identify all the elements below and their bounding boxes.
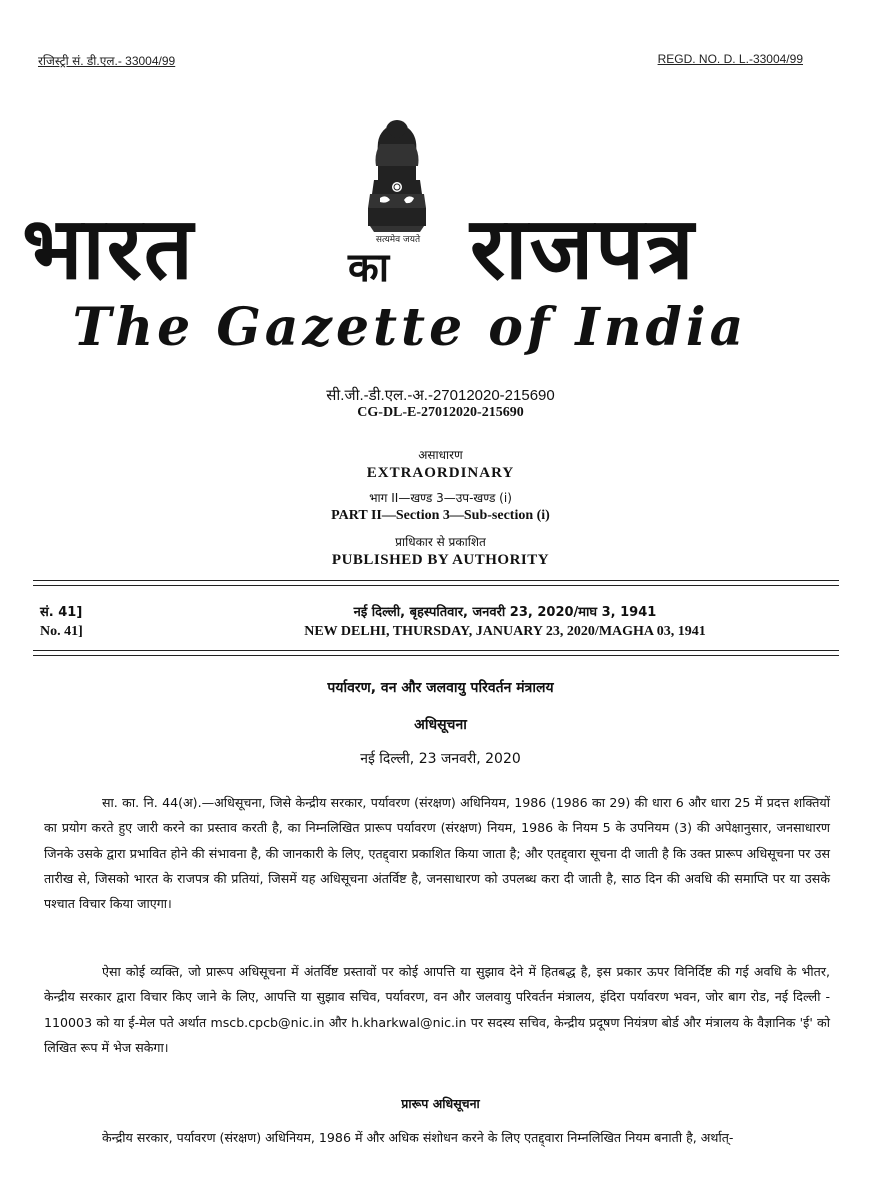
header-divider-top bbox=[33, 580, 839, 581]
header-divider-bottom bbox=[33, 650, 839, 651]
header-divider-top-2 bbox=[33, 585, 839, 586]
issue-date-english: NEW DELHI, THURSDAY, JANUARY 23, 2020/MAGHA 03, 1941 bbox=[304, 624, 706, 639]
cg-code-english: CG-DL-E-27012020-215690 bbox=[357, 405, 524, 420]
cg-code-hindi: सी.जी.-डी.एल.-अ.-27012020-215690 bbox=[326, 387, 555, 404]
masthead-english: The Gazette of India bbox=[72, 297, 748, 358]
draft-notification-heading: प्रारूप अधिसूचना bbox=[401, 1096, 480, 1111]
extraordinary-hindi: असाधारण bbox=[418, 448, 463, 462]
notification-heading: अधिसूचना bbox=[414, 717, 467, 733]
ministry-name: पर्यावरण, वन और जलवायु परिवर्तन मंत्रालय bbox=[327, 680, 554, 696]
national-emblem-icon bbox=[356, 108, 438, 248]
published-by-authority-hindi: प्राधिकार से प्रकाशित bbox=[395, 535, 486, 549]
notification-paragraph-2: ऐसा कोई व्यक्ति, जो प्रारूप अधिसूचना में अंतर्विष्ट प्रस्तावों पर कोई आपत्ति या सुझाव देने में हितबद्ध है, इस प्रकार ऊपर विनिर्दिष्ट की गई अवधि के भीतर, केन्द्रीय सरकार द्वारा विचार किए जाने के लिए, आपत्ति या सुझाव सचिव, पर्यावरण, वन और जलवायु परिवर्तन मंत्रालय, इंदिरा पर्यावरण भवन, जोर बाग रोड, नई दिल्ली - 110003 को या ई-मेल पते अर्थात mscb.cpcb@nic.in और h.kharkwal@nic.in पर सदस्य सचिव, केन्द्रीय प्रदूषण नियंत्रण बोर्ड और मंत्रालय के वैज्ञानिक 'ई' को लिखित रूप में भेज सकेगा। bbox=[44, 964, 830, 1055]
emblem-motto: सत्यमेव जयते bbox=[375, 235, 421, 245]
part-section-hindi: भाग II—खण्ड 3—उप-खण्ड (i) bbox=[369, 491, 512, 505]
registration-number-english: REGD. NO. D. L.-33004/99 bbox=[657, 52, 803, 66]
masthead-hindi-ka: का bbox=[348, 245, 390, 291]
issue-number-english: No. 41] bbox=[40, 624, 83, 639]
registration-number-hindi: रजिस्ट्री सं. डी.एल.- 33004/99 bbox=[38, 54, 176, 68]
draft-paragraph: केन्द्रीय सरकार, पर्यावरण (संरक्षण) अधिनियम, 1986 में और अधिक संशोधन करने के लिए एतद्द्वारा निम्नलिखित नियम बनाती है, अर्थात्- bbox=[102, 1130, 734, 1145]
issue-number-hindi: सं. 41] bbox=[40, 605, 83, 620]
notification-paragraph-1: सा. का. नि. 44(अ).—अधिसूचना, जिसे केन्द्रीय सरकार, पर्यावरण (संरक्षण) अधिनियम, 1986 (1986 का 29) की धारा 6 और धारा 25 में प्रदत्त शक्तियों का प्रयोग करते हुए जारी करने का प्रस्ताव करती है, का निम्नलिखित प्रारूप पर्यावरण (संरक्षण) नियम, 1986 के नियम 5 के उपनियम (3) की अपेक्षानुसार, जनसाधारण जिनके उसके द्वारा प्रभावित होने की संभावना है, की जानकारी के लिए, एतद्द्वारा प्रकाशित किया जाता है; और एतद्द्वारा सूचना दी जाती है कि उक्त प्रारूप अधिसूचना पर उस तारीख से, जिसको भारत के राजपत्र की प्रतियां, जिसमें यह अधिसूचना अंतर्विष्ट है, जनसाधारण को उपलब्ध करा दी जाती है, साठ दिन की अवधि की समाप्ति पर या उसके पश्चात विचार किया जाएगा। bbox=[44, 795, 830, 912]
masthead-hindi-right: राजपत्र bbox=[470, 199, 696, 299]
place-date: नई दिल्ली, 23 जनवरी, 2020 bbox=[360, 751, 521, 767]
published-by-authority-english: PUBLISHED BY AUTHORITY bbox=[331, 552, 550, 568]
issue-date-hindi: नई दिल्ली, बृहस्पतिवार, जनवरी 23, 2020/माघ 3, 1941 bbox=[353, 605, 657, 620]
extraordinary-english: EXTRAORDINARY bbox=[366, 465, 515, 481]
masthead-hindi-left: भारत bbox=[22, 199, 195, 299]
part-section-english: PART II—Section 3—Sub-section (i) bbox=[331, 508, 550, 523]
header-divider-bottom-2 bbox=[33, 655, 839, 656]
